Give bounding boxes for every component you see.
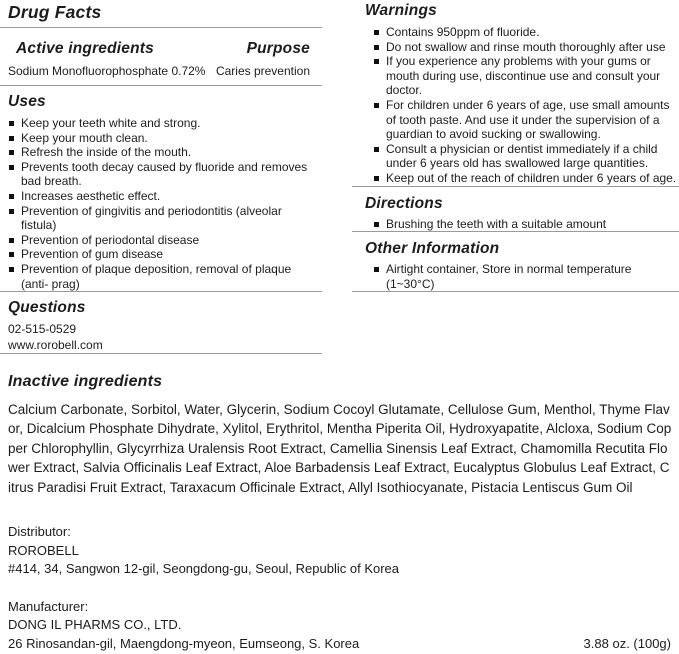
list-item-text: Prevention of gingivitis and periodontitis (alveolar fistula)	[21, 203, 282, 233]
list-item	[9, 189, 318, 204]
bullet-square-icon	[374, 267, 379, 272]
list-item	[374, 40, 677, 55]
active-ingredients-header-row	[0, 28, 322, 63]
divider	[352, 186, 679, 187]
list-item	[9, 233, 318, 248]
warnings-list	[352, 25, 679, 186]
list-item	[374, 171, 677, 186]
divider	[0, 353, 322, 354]
list-item	[9, 145, 318, 160]
bullet-square-icon	[9, 136, 14, 141]
list-item-text: Increases aesthetic effect.	[21, 188, 161, 203]
questions-contact	[0, 322, 322, 353]
manufacturer-name: DONG IL PHARMS CO., LTD.	[8, 617, 182, 633]
bullet-square-icon	[374, 103, 379, 108]
distributor-address: #414, 34, Sangwon 12-gil, Seongdong-gu, Seoul, Republic of Korea	[8, 561, 400, 577]
list-item-text: For children under 6 years of age, use small amounts of tooth paste. And use it under the supervision of a guardian to avoid sucking or swallowing.	[386, 97, 670, 142]
bullet-square-icon	[9, 150, 14, 155]
list-item-text: Refresh the inside of the mouth.	[21, 145, 192, 160]
other-information-list	[352, 262, 679, 291]
list-item-text: Airtight container, Store in normal temperature (1~30°C)	[386, 262, 632, 291]
bullet-square-icon	[9, 121, 14, 126]
divider	[352, 291, 679, 292]
questions-website: www.rorobell.com	[8, 337, 103, 352]
bottom-block	[0, 363, 679, 654]
active-ingredients-heading: Active ingredients	[16, 40, 154, 57]
list-item	[374, 217, 677, 232]
bullet-square-icon	[374, 30, 379, 35]
list-item-text: Prevention of gum disease	[21, 247, 164, 262]
list-item	[9, 247, 318, 262]
bullet-square-icon	[374, 59, 379, 64]
list-item	[9, 116, 318, 131]
list-item	[374, 98, 677, 142]
distributor-block	[0, 523, 679, 579]
manufacturer-label: Manufacturer:	[8, 598, 89, 614]
bullet-square-icon	[9, 267, 14, 272]
list-item	[9, 204, 318, 233]
bullet-square-icon	[9, 252, 14, 257]
list-item	[374, 54, 677, 98]
manufacturer-block	[0, 598, 679, 654]
active-ingredient-value: Sodium Monofluorophosphate 0.72%	[8, 64, 206, 78]
list-item-text: Contains 950ppm of fluoride.	[386, 25, 540, 39]
questions-heading: Questions	[8, 299, 86, 317]
purpose-value: Caries prevention	[215, 64, 310, 78]
list-item-text: Keep your mouth clean.	[21, 130, 148, 145]
manufacturer-address: 26 Rinosandan-gil, Maengdong-myeon, Eumseong, S. Korea	[8, 636, 360, 651]
right-column	[352, 0, 679, 292]
divider	[0, 291, 322, 292]
drug-facts-title: Drug Facts	[8, 2, 102, 22]
list-item-text: Keep out of the reach of children under 6 years of age.	[386, 170, 677, 185]
questions-phone: 02-515-0529	[8, 322, 77, 337]
bullet-square-icon	[9, 194, 14, 199]
manufacturer-address-row	[8, 635, 679, 654]
active-ingredients-values-row	[0, 63, 322, 85]
list-item	[374, 25, 677, 40]
list-item-text: Prevents tooth decay caused by fluoride and removes bad breath.	[21, 159, 308, 189]
net-weight: 3.88 oz. (100g)	[583, 636, 671, 651]
purpose-heading: Purpose	[246, 40, 310, 57]
bullet-square-icon	[9, 209, 14, 214]
distributor-name: ROROBELL	[8, 542, 79, 558]
bullet-square-icon	[374, 176, 379, 181]
list-item	[9, 131, 318, 146]
list-item	[9, 262, 318, 291]
list-item-text: If you experience any problems with your gums or mouth during use, discontinue use and consult your doctor.	[386, 54, 661, 98]
bullet-square-icon	[9, 238, 14, 243]
uses-heading: Uses	[8, 93, 46, 110]
divider	[352, 231, 679, 232]
directions-list	[352, 217, 679, 232]
list-item-text: Brushing the teeth with a suitable amount	[386, 216, 607, 231]
warnings-heading: Warnings	[365, 2, 437, 19]
list-item	[374, 262, 677, 291]
inactive-ingredients-heading: Inactive ingredients	[8, 373, 163, 390]
bullet-square-icon	[374, 45, 379, 50]
other-information-heading: Other Information	[365, 240, 500, 258]
bullet-square-icon	[374, 147, 379, 152]
list-item-text: Consult a physician or dentist immediately if a child under 6 years old has swallowed large quantities.	[386, 141, 658, 171]
uses-list	[0, 116, 322, 291]
bullet-square-icon	[9, 165, 14, 170]
list-item	[9, 160, 318, 189]
list-item-text: Prevention of periodontal disease	[21, 232, 200, 247]
left-column	[0, 0, 322, 354]
list-item-text: Keep your teeth white and strong.	[21, 116, 201, 130]
bullet-square-icon	[374, 222, 379, 227]
list-item	[374, 142, 677, 171]
list-item-text: Prevention of plaque deposition, removal of plaque (anti- prag)	[21, 261, 292, 291]
distributor-label: Distributor:	[8, 524, 71, 540]
list-item-text: Do not swallow and rinse mouth thoroughly after use	[386, 39, 666, 54]
directions-heading: Directions	[365, 194, 443, 212]
inactive-ingredients-text: Calcium Carbonate, Sorbitol, Water, Glycerin, Sodium Cocoyl Glutamate, Cellulose Gum, Menthol, Thyme Flavor, Dicalcium Phosphate Dihydrate, Xylitol, Erythritol, Mentha Piperita Oil, Hydroxyapatite, Alcloxa, Sodium Copper Chlorophyllin, Glycyrrhiza Uralensis Root Extract, Camellia Sinensis Leaf Extract, Chamomilla Recutita Flower Extract, Salvia Officinalis Leaf Extract, Aloe Barbadensis Leaf Extract, Eucalyptus Globulus Leaf Extract, Citrus Paradisi Fruit Extract, Taraxacum Officinale Extract, Allyl Isothiocyanate, Pistacia Lentiscus Gum Oil	[8, 402, 672, 495]
divider	[0, 85, 322, 86]
